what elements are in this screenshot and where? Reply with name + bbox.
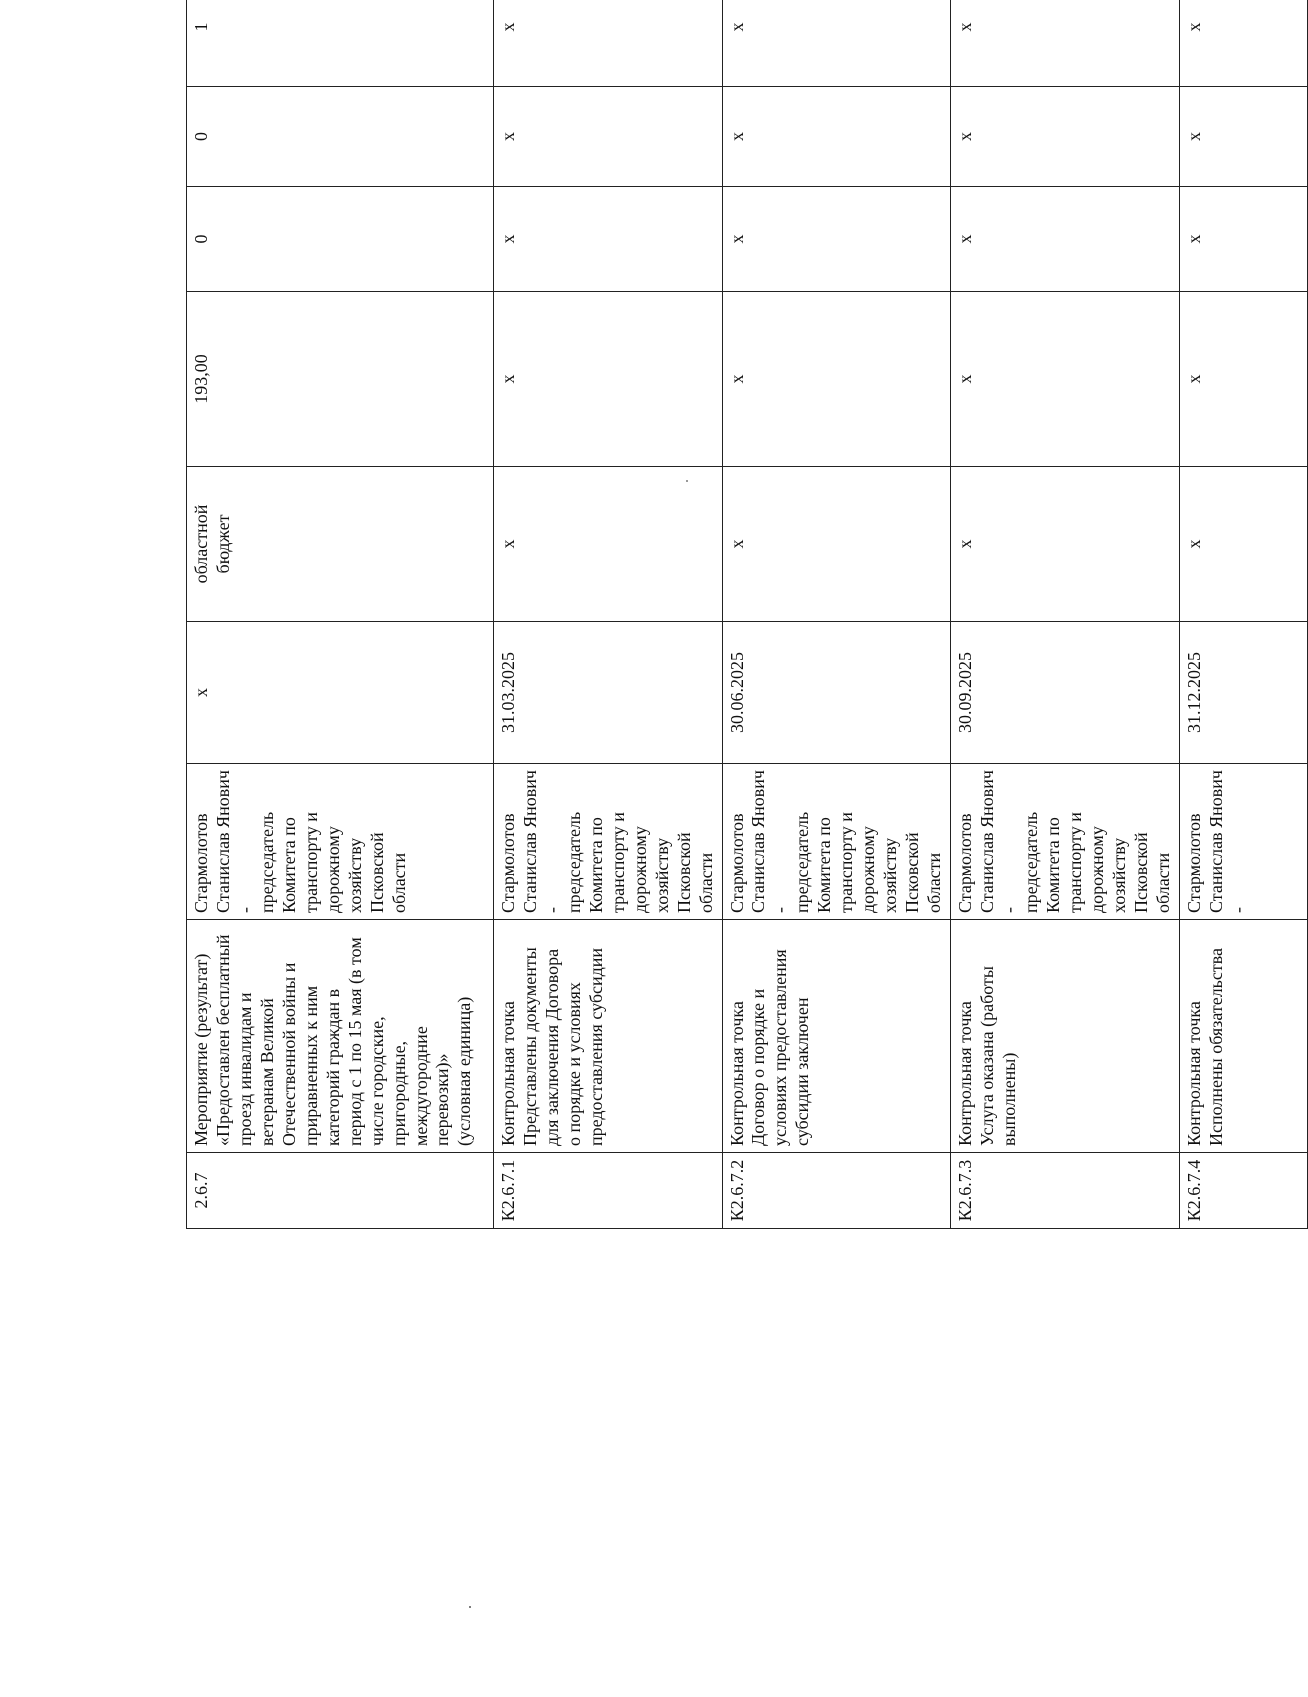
row-value-2: х [1179,87,1307,187]
row-value-2: х [951,87,1180,187]
table-row [494,0,723,1229]
plan-table [186,0,1308,1229]
row-code: 2.6.7 [187,1153,494,1229]
row-value-1: х [494,187,723,292]
table-row [722,0,951,1229]
row-value-2: х [722,87,951,187]
row-date: х [187,622,494,764]
row-code: К2.6.7.3 [951,1153,1180,1229]
rotated-table-wrapper [186,22,1248,1229]
row-funding-source: х [722,467,951,622]
row-name: Контрольная точка Услуга оказана (работы выполнены) [951,920,1180,1153]
row-date: 31.03.2025 [494,622,723,764]
table-row [951,0,1180,1229]
row-code: К2.6.7.4 [1179,1153,1307,1229]
row-value-1: х [722,187,951,292]
row-amount: 193,00 [187,292,494,467]
row-responsible: Стармолотов Станислав Янович - [1179,764,1307,920]
row-funding-source: х [1179,467,1307,622]
scan-speck [686,480,688,482]
scan-speck [469,1606,471,1608]
row-value-3: х [951,0,1180,87]
row-amount: х [1179,292,1307,467]
row-responsible: Стармолотов Станислав Янович - председатель Комитета по транспорту и дорожному хозяйству Псковской области [494,764,723,920]
row-name: Контрольная точка Исполнены обязательства [1179,920,1307,1153]
row-code: К2.6.7.1 [494,1153,723,1229]
row-value-2: х [494,87,723,187]
table-row [187,0,494,1229]
row-responsible: Стармолотов Станислав Янович - председатель Комитета по транспорту и дорожному хозяйству Псковской области [187,764,494,920]
row-value-3: х [722,0,951,87]
table-row [1179,0,1307,1229]
row-value-3: х [1179,0,1307,87]
row-amount: х [722,292,951,467]
row-name: Мероприятие (результат) «Предоставлен бесплатный проезд инвалидам и ветеранам Великой Отечественной войны и приравненных к ним категорий граждан в период с 1 по 15 мая (в том числе городские, пригородные, междугородние перевозки)» (условная единица) [187,920,494,1153]
row-value-1: х [1179,187,1307,292]
row-amount: х [951,292,1180,467]
row-name: Контрольная точка Представлены документы для заключения Договора о порядке и условиях предоставления субсидии [494,920,723,1153]
row-funding-source: х [494,467,723,622]
row-value-2: 0 [187,87,494,187]
row-date: 30.09.2025 [951,622,1180,764]
row-value-1: х [951,187,1180,292]
row-date: 30.06.2025 [722,622,951,764]
row-value-1: 0 [187,187,494,292]
row-date: 31.12.2025 [1179,622,1307,764]
row-funding-source: х [951,467,1180,622]
row-responsible: Стармолотов Станислав Янович - председатель Комитета по транспорту и дорожному хозяйству Псковской области [722,764,951,920]
row-code: К2.6.7.2 [722,1153,951,1229]
row-responsible: Стармолотов Станислав Янович - председатель Комитета по транспорту и дорожному хозяйству Псковской области [951,764,1180,920]
row-value-3: 1 [187,0,494,87]
row-funding-source: областной бюджет [187,467,494,622]
row-amount: х [494,292,723,467]
row-name: Контрольная точка Договор о порядке и условиях предоставления субсидии заключен [722,920,951,1153]
row-value-3: х [494,0,723,87]
